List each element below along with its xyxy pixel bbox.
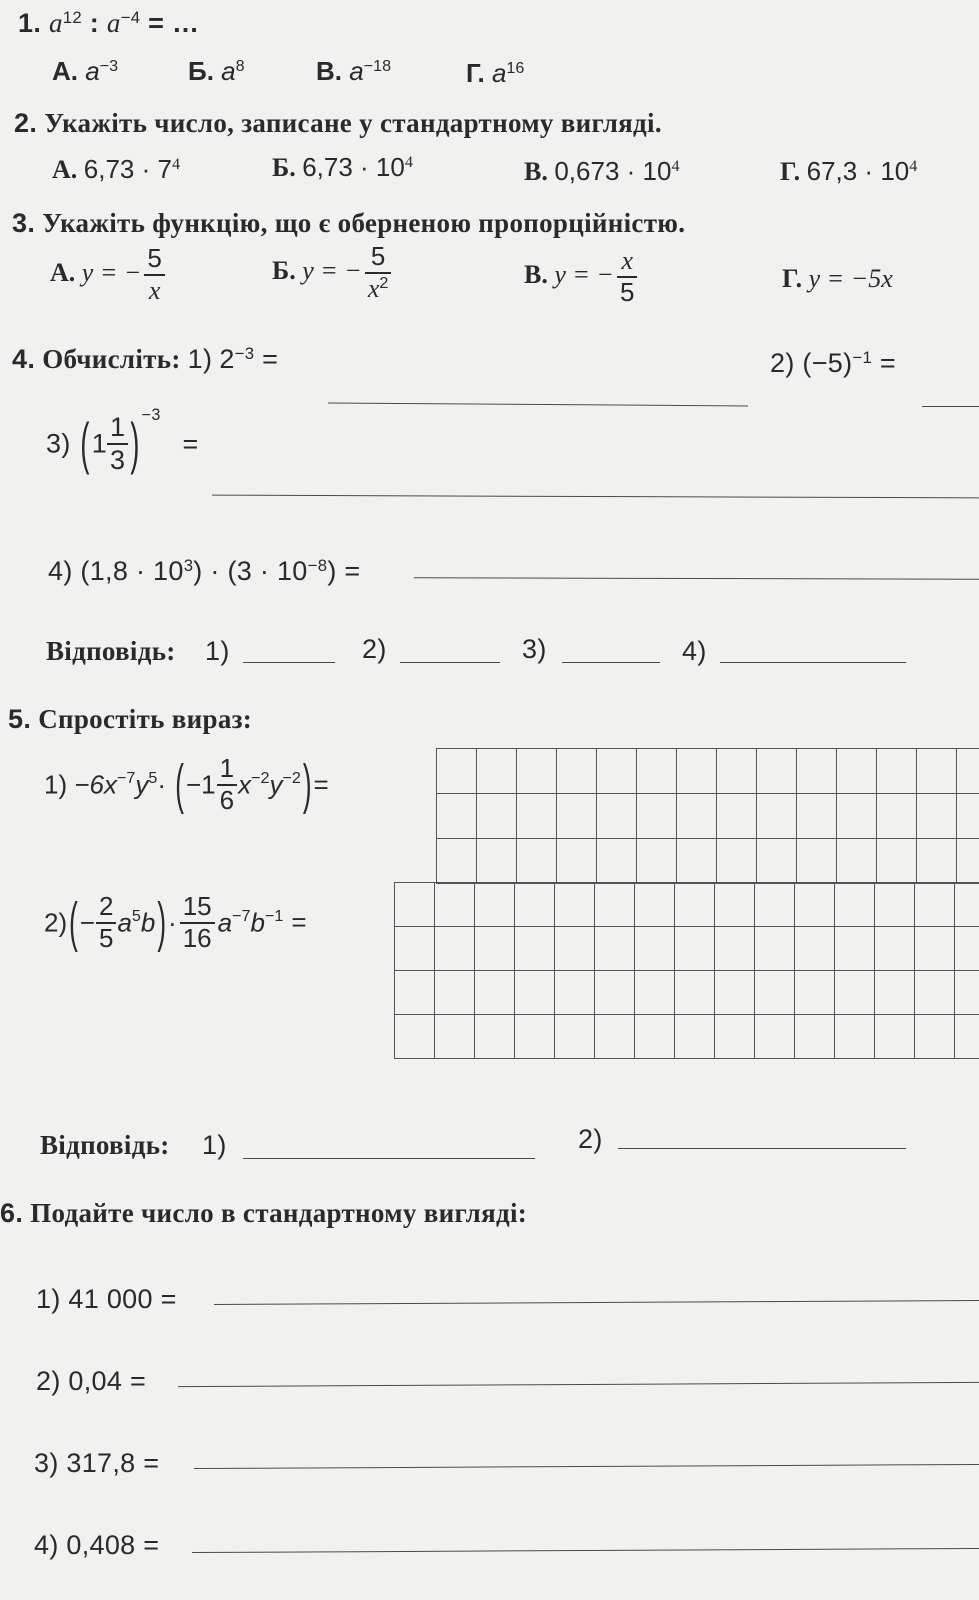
grid-cell bbox=[836, 838, 877, 884]
grid-cell bbox=[754, 970, 795, 1015]
q3-text: Укажіть функцію, що є оберненою пропорційністю. bbox=[42, 208, 686, 238]
q5-e2-a2exp: −7 bbox=[232, 906, 251, 925]
q4-p3-den: 3 bbox=[110, 445, 126, 476]
q6-item-2: 2) 0,04 = bbox=[36, 1366, 147, 1396]
q3-option-a-letter: А. bbox=[50, 257, 76, 287]
grid-cell bbox=[594, 970, 635, 1015]
q1-option-b-exp: 8 bbox=[235, 57, 245, 76]
q3-option-c[interactable] bbox=[524, 246, 640, 308]
grid-cell bbox=[834, 1014, 875, 1059]
q5-e1-xexp: −7 bbox=[117, 768, 136, 787]
grid-cell bbox=[554, 882, 595, 927]
q1-option-d-base: a bbox=[491, 58, 507, 88]
q1-option-a[interactable] bbox=[52, 56, 118, 87]
grid-cell bbox=[714, 882, 755, 927]
grid-cell bbox=[474, 926, 515, 971]
q4-text: Обчисліть: bbox=[42, 344, 181, 374]
q5-e1-fraction bbox=[217, 754, 237, 816]
grid-cell bbox=[514, 1014, 555, 1059]
q3-option-a-num: 5 bbox=[144, 244, 164, 276]
grid-cell bbox=[434, 882, 475, 927]
grid-cell bbox=[514, 926, 555, 971]
grid-cell bbox=[716, 838, 757, 884]
q3-option-a-fraction bbox=[144, 244, 164, 306]
q4-p2-answer-line[interactable] bbox=[922, 406, 979, 407]
q3-option-c-lhs: y = − bbox=[554, 259, 614, 289]
q2-option-c-letter: В. bbox=[524, 157, 548, 186]
grid-cell bbox=[554, 926, 595, 971]
q5-e2-a: a bbox=[117, 907, 132, 938]
q4-answer-2-line[interactable] bbox=[400, 662, 500, 663]
grid-cell bbox=[954, 1014, 979, 1059]
q6-header bbox=[0, 1198, 527, 1229]
q5-e2-fraction-2 bbox=[180, 892, 215, 954]
grid-cell bbox=[636, 793, 677, 839]
q4-answer-3-line[interactable] bbox=[562, 662, 660, 663]
grid-cell bbox=[916, 838, 957, 884]
grid-cell bbox=[596, 748, 637, 794]
q2-option-d-letter: Г. bbox=[780, 157, 801, 186]
grid-cell bbox=[836, 748, 877, 794]
q5-e2-den2: 16 bbox=[182, 922, 212, 953]
grid-cell bbox=[956, 748, 979, 794]
q2-option-c-value: 0,673 · 10 bbox=[554, 156, 672, 186]
grid-cell bbox=[754, 926, 795, 971]
q5-e2-sign: − bbox=[79, 907, 95, 938]
q5-e1-num: 1 bbox=[217, 754, 237, 786]
grid-cell bbox=[394, 1014, 435, 1059]
q1-option-a-letter: А. bbox=[52, 56, 78, 86]
grid-cell bbox=[514, 882, 555, 927]
grid-cell bbox=[796, 748, 837, 794]
q4-answer-4-line[interactable] bbox=[720, 662, 906, 663]
q3-option-b-den: x bbox=[367, 273, 380, 303]
q4-p4-answer-line[interactable] bbox=[414, 577, 979, 579]
q5-e2-num2: 15 bbox=[180, 892, 215, 924]
q5-answer-2-label: 2) bbox=[578, 1124, 603, 1154]
q5-e1-y2exp: −2 bbox=[282, 768, 301, 787]
q4-p2 bbox=[770, 348, 896, 379]
q4-answer-3-label: 3) bbox=[522, 634, 547, 664]
q5-e2-b: b bbox=[140, 907, 156, 938]
q6-item-3: 3) 317,8 = bbox=[34, 1448, 160, 1478]
q5-e1-label: 1) bbox=[44, 769, 68, 800]
q2-option-b-letter: Б. bbox=[272, 153, 296, 182]
q5-e1-left-paren: ( bbox=[175, 752, 184, 816]
q4-p3-answer-line[interactable] bbox=[212, 495, 979, 499]
grid-cell bbox=[476, 748, 517, 794]
grid-cell bbox=[834, 970, 875, 1015]
q1-option-d[interactable] bbox=[466, 58, 524, 89]
q4-p1-answer-line[interactable] bbox=[328, 403, 748, 407]
q5-answer-1-label: 1) bbox=[202, 1130, 227, 1160]
q4-p4 bbox=[48, 556, 360, 587]
grid-cell bbox=[516, 838, 557, 884]
q3-option-b-den-exp: 2 bbox=[379, 274, 389, 293]
q5-e2-dot: · bbox=[168, 907, 177, 938]
q2-option-b[interactable] bbox=[272, 152, 413, 183]
q4-p1-base: 2 bbox=[219, 344, 235, 374]
grid-cell bbox=[794, 970, 835, 1015]
q1-expr-a-exp: 12 bbox=[62, 7, 82, 27]
q1-header bbox=[18, 8, 199, 39]
grid-cell bbox=[956, 793, 979, 839]
q4-p1-exp: −3 bbox=[234, 343, 255, 363]
q4-answer-1-line[interactable] bbox=[243, 662, 335, 663]
grid-cell bbox=[674, 882, 715, 927]
q2-option-b-exp: 4 bbox=[404, 154, 413, 172]
q1-option-a-exp: −3 bbox=[99, 57, 119, 76]
grid-cell bbox=[434, 926, 475, 971]
q5-header bbox=[8, 704, 252, 735]
q4-p2-exp: −1 bbox=[852, 347, 873, 367]
q2-option-a-letter: А. bbox=[52, 155, 78, 184]
q3-option-b-num: 5 bbox=[365, 242, 392, 274]
q1-option-b-letter: Б. bbox=[188, 56, 214, 86]
q4-answer-4-label: 4) bbox=[682, 636, 707, 666]
grid-cell bbox=[436, 748, 477, 794]
q3-header bbox=[12, 208, 685, 239]
q2-option-d-value: 67,3 · 10 bbox=[806, 156, 910, 186]
q2-option-c-exp: 4 bbox=[671, 158, 680, 176]
grid-cell bbox=[516, 748, 557, 794]
q4-p3-whole: 1 bbox=[91, 428, 108, 459]
q4-answer-1-label: 1) bbox=[205, 636, 230, 666]
q5-e2-b2exp: −1 bbox=[264, 906, 284, 925]
q2-option-d[interactable] bbox=[780, 156, 917, 187]
q4-p4-text-b: ) · (3 · 10 bbox=[193, 556, 308, 586]
q3-option-c-letter: В. bbox=[524, 259, 548, 289]
grid-cell bbox=[636, 748, 677, 794]
grid-cell bbox=[554, 970, 595, 1015]
q2-option-d-exp: 4 bbox=[909, 158, 918, 176]
q5-e1-x2exp: −2 bbox=[251, 768, 270, 787]
grid-cell bbox=[796, 793, 837, 839]
q3-option-a[interactable] bbox=[50, 244, 168, 306]
grid-cell bbox=[916, 748, 957, 794]
q1-option-b-base: a bbox=[221, 56, 236, 86]
grid-cell bbox=[474, 1014, 515, 1059]
grid-cell bbox=[594, 1014, 635, 1059]
grid-cell bbox=[876, 838, 917, 884]
q6-item-4-line[interactable] bbox=[192, 1548, 979, 1553]
grid-cell bbox=[634, 1014, 675, 1059]
q1-option-d-exp: 16 bbox=[506, 59, 525, 78]
grid-cell bbox=[914, 1014, 955, 1059]
q3-option-b-lhs: y = − bbox=[302, 255, 362, 285]
grid-cell bbox=[676, 748, 717, 794]
q1-option-b[interactable] bbox=[188, 56, 245, 87]
q5-text: Спростіть вираз: bbox=[38, 704, 253, 734]
grid-cell bbox=[914, 970, 955, 1015]
grid-cell bbox=[636, 838, 677, 884]
grid-cell bbox=[434, 1014, 475, 1059]
grid-cell bbox=[956, 838, 979, 884]
q4-p4-text-a: (1,8 · 10 bbox=[80, 556, 184, 586]
q3-number: 3. bbox=[12, 208, 36, 238]
grid-cell bbox=[876, 748, 917, 794]
q4-header bbox=[12, 344, 278, 375]
q1-option-c-letter: В. bbox=[316, 56, 342, 86]
q5-e2-aexp: 5 bbox=[131, 906, 141, 925]
q3-option-c-fraction bbox=[617, 246, 637, 308]
grid-cell bbox=[554, 1014, 595, 1059]
q5-e1-eq: = bbox=[313, 769, 329, 800]
grid-cell bbox=[756, 838, 797, 884]
q3-option-d-lhs: y = −5x bbox=[808, 264, 893, 293]
q5-e1-inner-sign: −1 bbox=[185, 769, 216, 800]
q4-p1-label: 1) bbox=[187, 344, 213, 374]
q4-answer-2-label: 2) bbox=[362, 634, 387, 664]
grid-cell bbox=[434, 970, 475, 1015]
grid-cell bbox=[596, 838, 637, 884]
q5-e1-right-paren: ) bbox=[302, 752, 312, 816]
grid-cell bbox=[634, 926, 675, 971]
q5-e2-left-paren: ( bbox=[69, 890, 78, 954]
grid-cell bbox=[756, 748, 797, 794]
grid-cell bbox=[716, 748, 757, 794]
q1-expr-a: a bbox=[48, 8, 63, 38]
q4-p4-exp-b: −8 bbox=[307, 555, 328, 575]
q6-number: 6. bbox=[0, 1198, 24, 1228]
q1-expr-b-exp: −4 bbox=[120, 7, 141, 27]
q3-option-c-den: 5 bbox=[619, 276, 635, 307]
q1-option-c[interactable] bbox=[316, 56, 391, 87]
q3-option-a-den: x bbox=[148, 275, 161, 305]
grid-cell bbox=[474, 970, 515, 1015]
q5-expression-2 bbox=[44, 892, 307, 954]
q6-item-1-line[interactable] bbox=[214, 1300, 979, 1305]
q1-number: 1. bbox=[18, 8, 42, 38]
q4-p3-num: 1 bbox=[107, 412, 128, 445]
grid-cell bbox=[596, 793, 637, 839]
grid-cell bbox=[674, 1014, 715, 1059]
grid-cell bbox=[674, 970, 715, 1015]
q3-option-d-letter: Г. bbox=[782, 264, 803, 293]
grid-cell bbox=[436, 793, 477, 839]
grid-cell bbox=[714, 970, 755, 1015]
q5-number: 5. bbox=[8, 704, 32, 734]
q4-p3-label: 3) bbox=[46, 428, 71, 459]
grid-cell bbox=[796, 838, 837, 884]
q4-p3-exp: −3 bbox=[141, 406, 161, 425]
grid-cell bbox=[954, 970, 979, 1015]
grid-cell bbox=[954, 926, 979, 971]
q5-e2-den: 5 bbox=[98, 922, 114, 953]
grid-cell bbox=[556, 838, 597, 884]
q6-item-3-line[interactable] bbox=[194, 1464, 979, 1469]
grid-cell bbox=[916, 793, 957, 839]
grid-cell bbox=[794, 882, 835, 927]
q6-item-4: 4) 0,408 = bbox=[34, 1530, 160, 1560]
grid-cell bbox=[874, 882, 915, 927]
grid-cell bbox=[714, 926, 755, 971]
q1-option-d-letter: Г. bbox=[466, 58, 485, 88]
q5-e2-label: 2) bbox=[44, 907, 68, 938]
q4-number: 4. bbox=[12, 344, 36, 374]
q5-e2-a2: a bbox=[217, 907, 233, 938]
q6-item-2-line[interactable] bbox=[178, 1382, 979, 1387]
grid-cell bbox=[676, 838, 717, 884]
grid-cell bbox=[794, 926, 835, 971]
q2-number: 2. bbox=[14, 108, 38, 138]
q5-answer-2-line[interactable] bbox=[618, 1148, 906, 1149]
q1-option-a-base: a bbox=[85, 56, 100, 86]
grid-cell bbox=[516, 793, 557, 839]
q5-expression-1 bbox=[44, 754, 329, 816]
grid-cell bbox=[754, 882, 795, 927]
q4-p3-left-paren: ( bbox=[80, 411, 90, 475]
grid-cell bbox=[436, 838, 477, 884]
q5-e2-right-paren: ) bbox=[157, 890, 167, 954]
q4-p2-eq: = bbox=[872, 348, 896, 378]
q3-option-d[interactable] bbox=[782, 264, 893, 294]
q3-option-a-lhs: y = − bbox=[81, 257, 142, 287]
grid-cell bbox=[754, 1014, 795, 1059]
q2-option-c[interactable] bbox=[524, 156, 680, 187]
grid-cell bbox=[394, 970, 435, 1015]
q1-option-c-base: a bbox=[349, 56, 364, 86]
q2-option-a-exp: 4 bbox=[171, 156, 181, 174]
grid-cell bbox=[834, 882, 875, 927]
grid-cell bbox=[394, 926, 435, 971]
q5-e2-fraction-1 bbox=[96, 892, 116, 954]
q4-p2-label: 2) bbox=[770, 348, 795, 378]
q4-p3 bbox=[46, 406, 199, 476]
q1-expr-b: a bbox=[106, 8, 121, 38]
q4-p2-base: (−5) bbox=[802, 348, 853, 378]
grid-cell bbox=[476, 793, 517, 839]
grid-cell bbox=[594, 926, 635, 971]
q6-text: Подайте число в стандартному вигляді: bbox=[30, 1198, 528, 1228]
q5-answer-1-line[interactable] bbox=[243, 1158, 535, 1159]
q4-p4-exp-a: 3 bbox=[183, 555, 194, 575]
q5-e1-dot: · bbox=[157, 769, 167, 800]
q5-e1-yexp: 5 bbox=[148, 768, 158, 787]
grid-cell bbox=[716, 793, 757, 839]
q3-option-b[interactable] bbox=[272, 242, 394, 304]
q4-p1-eq: = bbox=[254, 344, 279, 374]
grid-cell bbox=[914, 882, 955, 927]
q6-item-1: 1) 41 000 = bbox=[36, 1284, 177, 1314]
grid-cell bbox=[954, 882, 979, 927]
grid-cell bbox=[676, 793, 717, 839]
q5-e1-den: 6 bbox=[219, 784, 235, 815]
q1-expr-tail: = … bbox=[140, 8, 200, 38]
q5-e1-y: y bbox=[135, 769, 149, 800]
q4-p3-eq: = bbox=[182, 428, 199, 459]
grid-cell bbox=[876, 793, 917, 839]
grid-cell bbox=[634, 970, 675, 1015]
q4-p3-fraction bbox=[107, 412, 128, 476]
q5-e1-coef: −6x bbox=[74, 769, 118, 800]
q2-header bbox=[14, 108, 662, 139]
grid-cell bbox=[674, 926, 715, 971]
q3-option-b-letter: Б. bbox=[272, 255, 296, 285]
q2-option-a[interactable] bbox=[52, 154, 180, 185]
grid-cell bbox=[874, 970, 915, 1015]
grid-cell bbox=[914, 926, 955, 971]
q2-option-b-value: 6,73 · 10 bbox=[302, 152, 405, 182]
grid-cell bbox=[594, 882, 635, 927]
grid-cell bbox=[794, 1014, 835, 1059]
grid-cell bbox=[556, 793, 597, 839]
q4-answer-label: Відповідь: bbox=[46, 636, 176, 666]
grid-cell bbox=[476, 838, 517, 884]
grid-cell bbox=[874, 926, 915, 971]
q5-answer-label: Відповідь: bbox=[40, 1130, 170, 1160]
q5-e1-y2: y bbox=[269, 769, 283, 800]
grid-cell bbox=[556, 748, 597, 794]
grid-cell bbox=[834, 926, 875, 971]
grid-cell bbox=[714, 1014, 755, 1059]
grid-cell bbox=[836, 793, 877, 839]
grid-cell bbox=[874, 1014, 915, 1059]
grid-cell bbox=[634, 882, 675, 927]
q4-p3-right-paren: ) bbox=[130, 411, 140, 475]
q2-option-a-value: 6,73 · 7 bbox=[83, 154, 172, 184]
grid-cell bbox=[394, 882, 435, 927]
q4-p4-text-c: ) = bbox=[327, 556, 361, 586]
q3-option-c-num: x bbox=[617, 246, 637, 278]
q2-text: Укажіть число, записане у стандартному вигляді. bbox=[44, 108, 662, 138]
q1-expr-op: : bbox=[81, 8, 107, 38]
q5-e2-num: 2 bbox=[96, 892, 116, 924]
q5-e2-b2: b bbox=[250, 907, 265, 938]
q5-e2-eq: = bbox=[291, 907, 307, 938]
q5-e1-x: x bbox=[238, 769, 252, 800]
q3-option-b-fraction bbox=[365, 242, 392, 304]
grid-cell bbox=[756, 793, 797, 839]
q1-option-c-exp: −18 bbox=[363, 57, 392, 76]
q4-p4-label: 4) bbox=[48, 556, 73, 586]
grid-cell bbox=[514, 970, 555, 1015]
grid-cell bbox=[474, 882, 515, 927]
